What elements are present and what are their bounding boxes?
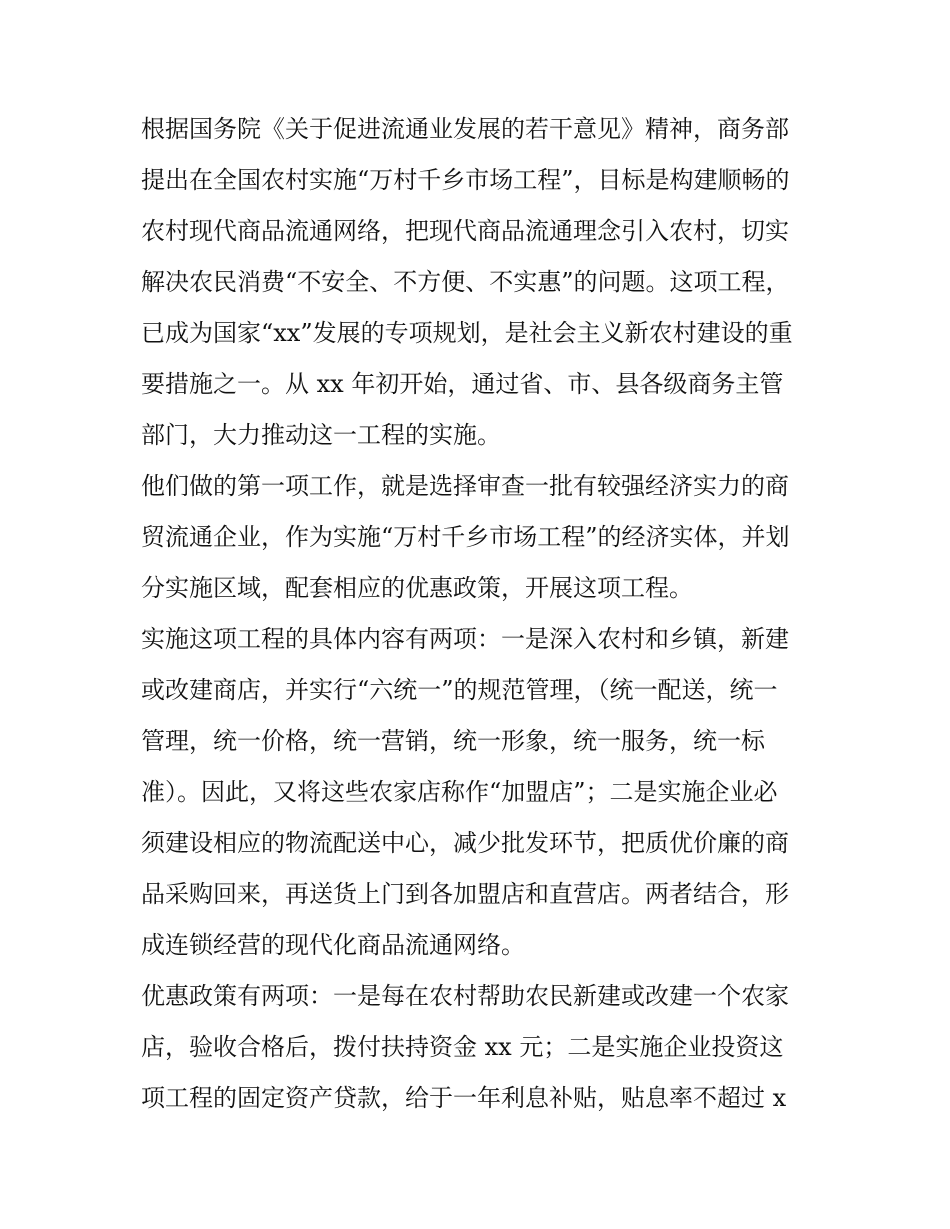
paragraph-3 [141,614,816,971]
text-line: 分实施区域，配套相应的优惠政策，开展这项工程。 [141,574,693,602]
text-line: 管理，统一价格，统一营销，统一形象，统一服务，统一标 [141,727,765,755]
document-body [141,104,816,1124]
text-line: 他们做的第一项工作，就是选择审查一批有较强经济实力的商 [141,472,789,500]
text-line: 项工程的固定资产贷款，给于一年利息补贴，贴息率不超过 x [141,1084,787,1112]
text-line: 须建设相应的物流配送中心，减少批发环节，把质优价廉的商 [141,829,789,857]
text-line: 解决农民消费“不安全、不方便、不实惠”的问题。这项工程， [141,268,790,296]
text-line: 准）。因此，又将这些农家店称作“加盟店”；二是实施企业必 [141,778,778,806]
text-line: 要措施之一。从 xx 年初开始，通过省、市、县各级商务主管 [141,370,784,398]
paragraph-4 [141,971,816,1124]
text-line: 根据国务院《关于促进流通业发展的若干意见》精神，商务部 [141,115,789,143]
paragraph-2 [141,461,816,614]
text-line: 品采购回来，再送货上门到各加盟店和直营店。两者结合，形 [141,880,789,908]
text-line: 优惠政策有两项：一是每在农村帮助农民新建或改建一个农家 [141,982,789,1010]
text-line: 店，验收合格后，拨付扶持资金 xx 元；二是实施企业投资这 [141,1033,784,1061]
text-line: 贸流通企业，作为实施“万村千乡市场工程”的经济实体，并划 [141,523,790,551]
text-line: 农村现代商品流通网络，把现代商品流通理念引入农村，切实 [141,217,789,245]
text-line: 或改建商店，并实行“六统一”的规范管理，（统一配送，统一 [141,676,778,704]
text-line: 实施这项工程的具体内容有两项：一是深入农村和乡镇，新建 [141,625,789,653]
text-line: 成连锁经营的现代化商品流通网络。 [141,931,525,959]
text-line: 已成为国家“xx”发展的专项规划，是社会主义新农村建设的重 [141,319,793,347]
paragraph-1 [141,104,816,461]
text-line: 提出在全国农村实施“万村千乡市场工程”，目标是构建顺畅的 [141,166,790,194]
text-line: 部门，大力推动这一工程的实施。 [141,421,501,449]
